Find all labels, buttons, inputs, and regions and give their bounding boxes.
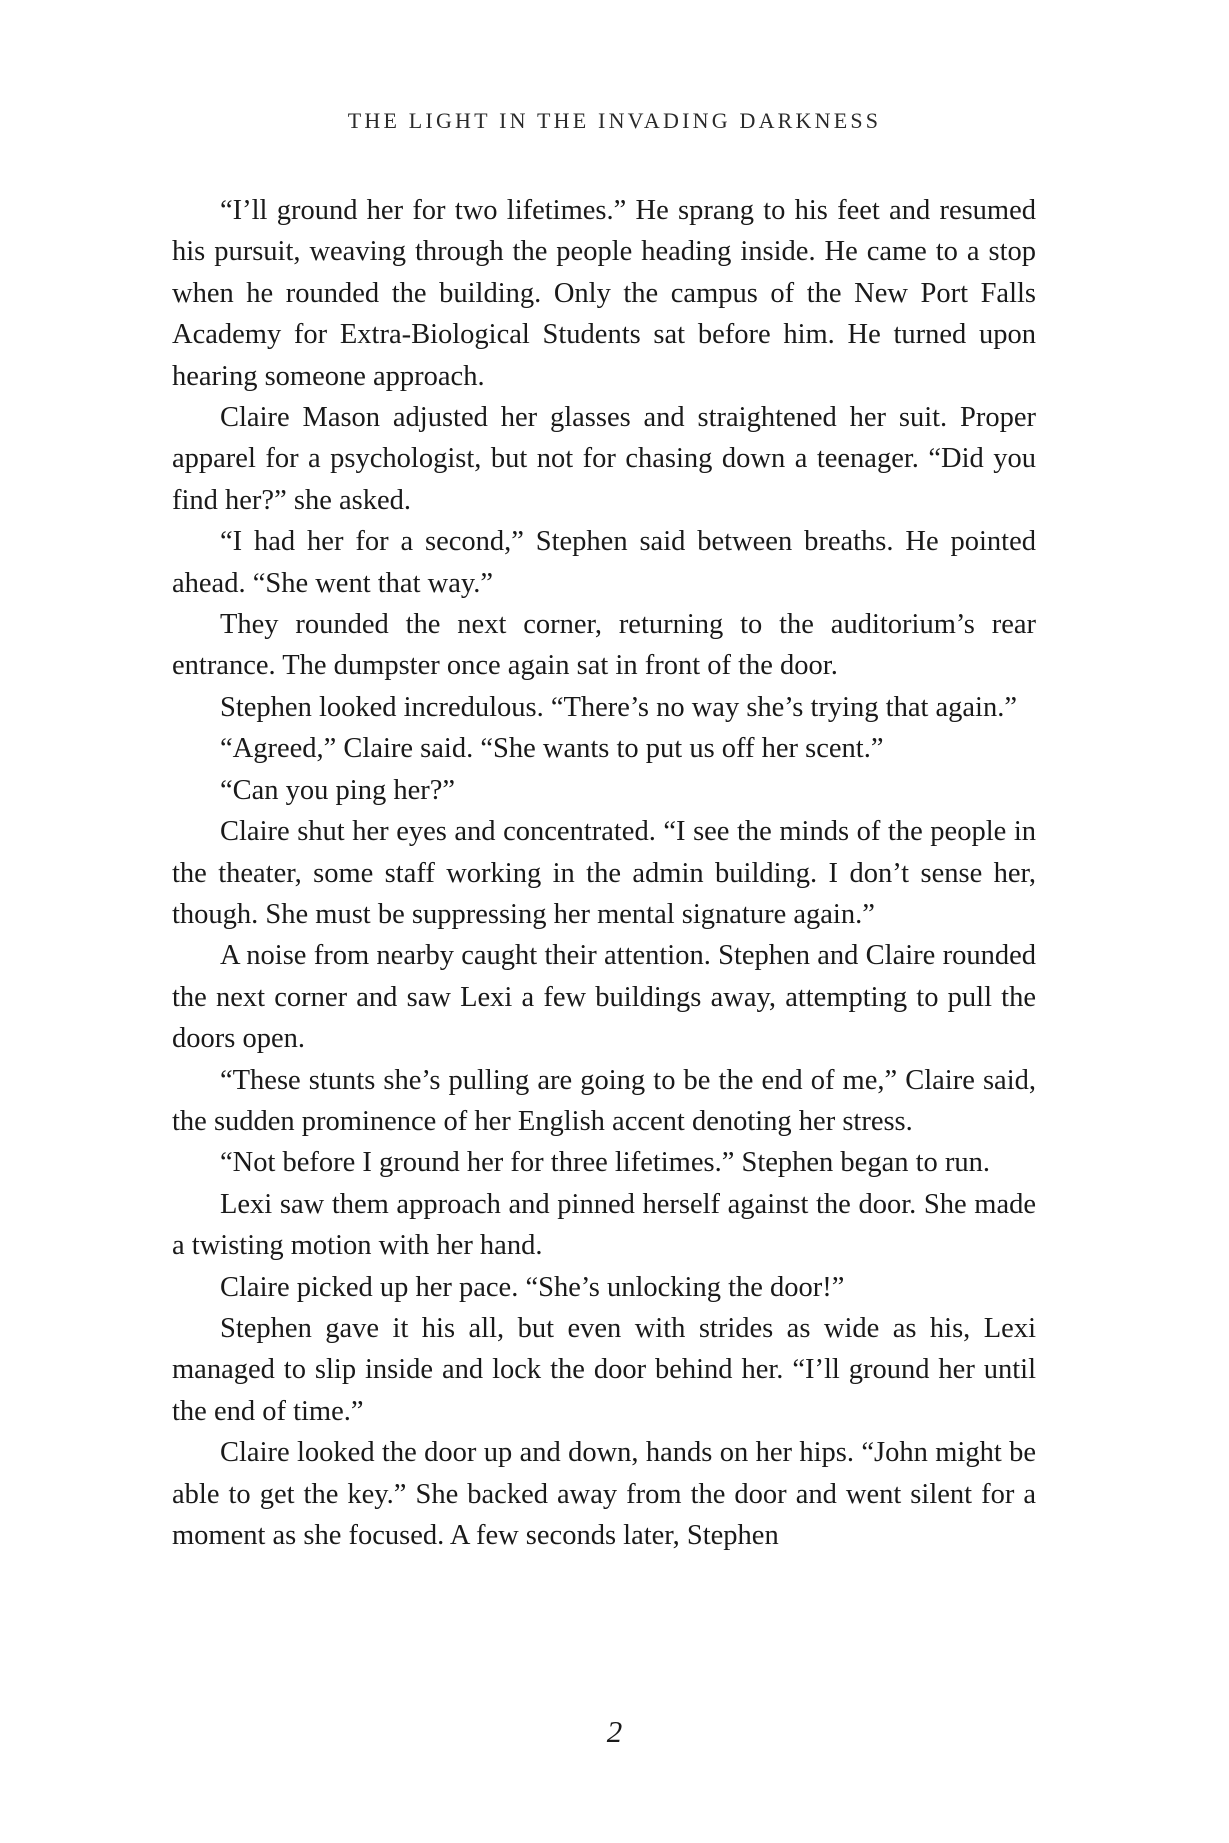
- paragraph: Claire looked the door up and down, hands on her hips. “John might be able to get the key.” She backed away from the door and went silent for a moment as she focused. A few seconds later, Stephen: [172, 1437, 1036, 1551]
- paragraph: “Can you ping her?”: [220, 774, 456, 806]
- page-number: 2: [606, 1714, 623, 1749]
- paragraph: They rounded the next corner, returning to the auditorium’s rear entrance. The dumpster once again sat in front of the door.: [172, 609, 1036, 682]
- paragraph: “I’ll ground her for two lifetimes.” He sprang to his feet and resumed his pursuit, weaving through the people heading inside. He came to a stop when he rounded the building. Only the campus of the New Port Falls Academy for Extra-Biological Students sat before him. He turned upon hearing someone approach.: [172, 195, 1036, 392]
- paragraph: “I had her for a second,” Stephen said between breaths. He pointed ahead. “She went that way.”: [172, 526, 1036, 599]
- paragraph: “These stunts she’s pulling are going to be the end of me,” Claire said, the sudden prominence of her English accent denoting her stress.: [172, 1064, 1036, 1137]
- paragraph: Stephen looked incredulous. “There’s no way she’s trying that again.”: [220, 691, 1017, 723]
- paragraph: Claire picked up her pace. “She’s unlocking the door!”: [220, 1271, 845, 1303]
- paragraph: Claire Mason adjusted her glasses and straightened her suit. Proper apparel for a psychologist, but not for chasing down a teenager. “Did you find her?” she asked.: [172, 402, 1036, 516]
- running-head: THE LIGHT IN THE INVADING DARKNESS: [347, 108, 882, 133]
- paragraph: Stephen gave it his all, but even with strides as wide as his, Lexi managed to slip inside and lock the door behind her. “I’ll ground her until the end of time.”: [172, 1312, 1036, 1427]
- paragraph: “Agreed,” Claire said. “She wants to put us off her scent.”: [220, 733, 884, 765]
- paragraph: Lexi saw them approach and pinned herself against the door. She made a twisting motion with her hand.: [172, 1188, 1036, 1262]
- paragraph: “Not before I ground her for three lifetimes.” Stephen began to run.: [220, 1147, 991, 1179]
- paragraph: Claire shut her eyes and concentrated. “I see the minds of the people in the theater, some staff working in the admin building. I don’t sense her, though. She must be suppressing her mental signature again.”: [172, 816, 1036, 930]
- paragraph: A noise from nearby caught their attention. Stephen and Claire rounded the next corner and saw Lexi a few buildings away, attempting to pull the doors open.: [172, 940, 1036, 1055]
- body-text: [172, 190, 1036, 1556]
